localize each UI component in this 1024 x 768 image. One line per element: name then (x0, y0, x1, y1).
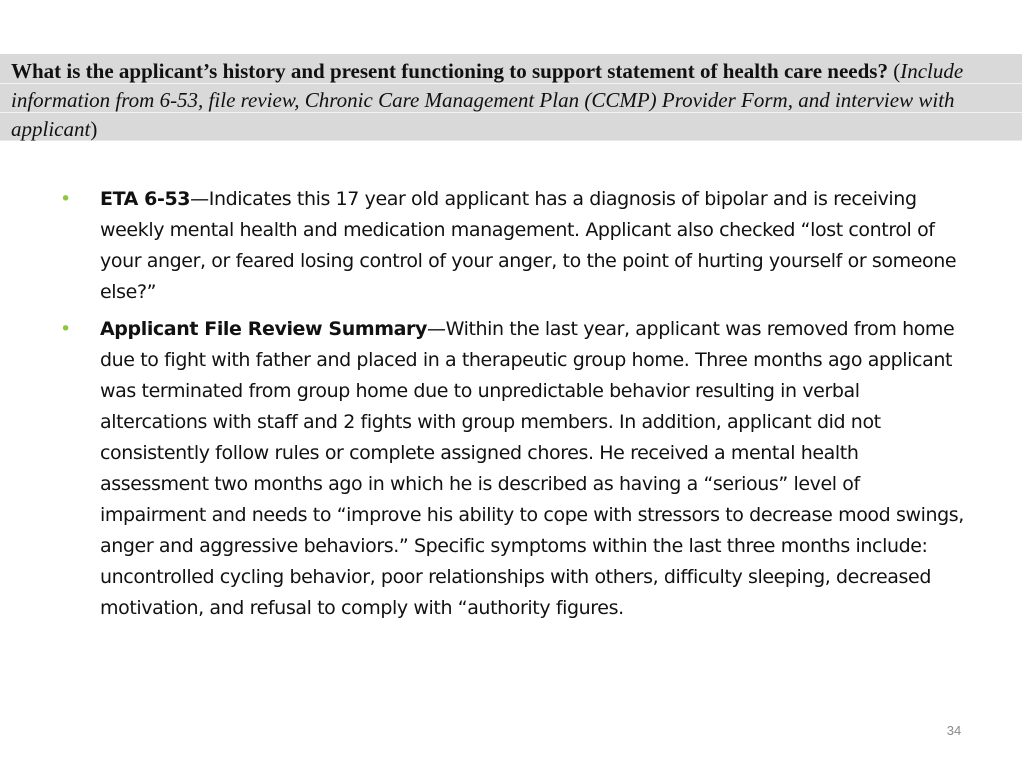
note-open-paren: ( (887, 59, 901, 83)
bullet-term: Applicant File Review Summary (100, 318, 427, 340)
bullet-dot-icon: • (60, 318, 71, 340)
question-text: What is the applicant’s history and present functioning to support statement of health care needs? (11, 59, 888, 83)
bullet-term: ETA 6-53 (100, 188, 191, 210)
note-close-paren: ) (90, 117, 98, 141)
bullet-text: —Within the last year, applicant was removed from home due to fight with father and placed in a therapeutic group home. Three months ago applicant was terminated from group home due to unpredictable behavior resulting in verbal altercations with staff and 2 fights with group members. In addition, applicant did not consistently follow rules or complete assigned chores. He received a mental health assessment two months ago in which he is described as having a “serious” level of impairment and needs to “improve his ability to cope with stressors to decrease mood swings, anger and aggressive behaviors.” Specific symptoms within the last three months include: uncontrolled cycling behavior, poor relationships with others, difficulty sleeping, decreased motivation, and refusal to comply with “authority figures. (100, 318, 964, 619)
bullet-item-eta-6-53 (60, 184, 965, 308)
bullet-item-file-review-summary (60, 314, 965, 624)
slide-page-number: 34 (946, 723, 962, 738)
bullet-dot-icon: • (60, 188, 71, 210)
bullet-text: —Indicates this 17 year old applicant has a diagnosis of bipolar and is receiving weekly mental health and medication management. Applicant also checked “lost control of your anger, or feared losing control of your anger, to the point of hurting yourself or someone else?” (100, 188, 957, 303)
bullet-list (60, 184, 965, 630)
question-note: Include information from 6-53, file review, Chronic Care Management Plan (CCMP) Provider Form, and interview with applicant (11, 59, 964, 141)
question-header (11, 57, 1011, 144)
